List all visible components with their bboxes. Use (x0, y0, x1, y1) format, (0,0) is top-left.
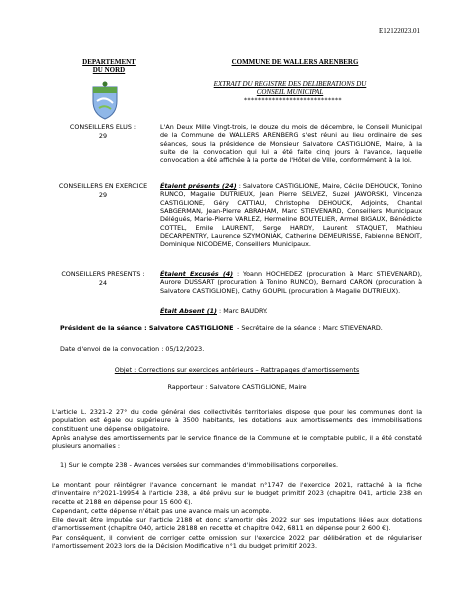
excused-list: : Yoann HOCHEDEZ (procuration à Marc STIEVENARD), Aurore DUSSART (procuration à Tonino RUNCO), Bernard CARON (procuration à Salvatore CASTIGLIONE), Cathy GOUPIL (procuration à Magalie DUTRIEUX). (160, 270, 422, 295)
department-heading (68, 58, 150, 74)
serving-count: 29 (98, 191, 108, 200)
extract-title-line-2: CONSEIL MUNICIPAL (256, 88, 324, 97)
document-reference: E12122023.01 (378, 27, 420, 35)
excused-members (160, 270, 422, 295)
present-list: : Salvatore CASTIGLIONE, Maire, Cécile DEHOUCK, Tonino RUNCO, Magalie DUTRIEUX, Jean Pierre SELVEZ, Suzel JAWORSKI, Vincenza CASTIGLIONE, Géry CATTIAU, Christophe DEHOUCK, Adjoints, Chantal SABGERMAN, Jean-Pierre ABRAHAM, Marc STIEVENARD, Conseillers Municipaux Délégués, Marie-Pierre VARLEZ, Hermeline BOUTELIER, Armel BIGAUX, Bénédicte COTTEL, Emile LAURENT, Serge HARDY, Laurent STAQUET, Mathieu DECARPENTRY, Laurence SZYMONIAK, Catherine DEMEURISSE, Fabienne BENOIT, Dominique NICODEME, Conseillers Municipaux. (160, 182, 423, 249)
absent-members (160, 307, 422, 315)
elected-label: CONSEILLERS ELUS : (69, 123, 137, 131)
elected-label-block (50, 123, 156, 142)
serving-label-block (50, 182, 156, 201)
elected-count: 29 (98, 132, 108, 141)
paragraph-advance: Le montant pour réintégrer l'avance concernant le mandat n°1747 de l'exercice 2021, rattaché à la fiche d'inventaire n°2021-19954 à l'article 238, a été prévu sur le budget primitif 2023 (chapitre 041, article 238 en recette et 2188 en dépense pour 15 600 €). (52, 481, 422, 506)
item-account-238: 1) Sur le compte 238 - Avances versées sur commandes d'immobilisations corporelles. (60, 461, 338, 469)
serving-label: CONSEILLERS EN EXERCICE (58, 182, 148, 190)
present-heading: Étaient présents (24) (160, 182, 237, 190)
department-line-2: DU NORD (92, 66, 126, 75)
session-secretary: - Secrétaire de la séance : Marc STIEVENARD. (237, 324, 383, 332)
convocation-date: Date d'envoi de la convocation : 05/12/2023. (60, 345, 205, 353)
session-president: Président de la séance : Salvatore CASTIGLIONE (60, 324, 234, 332)
session-intro: L'An Deux Mille Vingt-trois, le douze du mois de décembre, le Conseil Municipal de la Commune de WALLERS ARENBERG s'est réuni au lieu ordinaire de ses séances, sous la présidence de Monsieur Salvatore CASTIGLIONE, Maire, à la suite de la convocation qui lui a été faite cinq jours à l'avance, laquelle convocation a été affichée à la porte de l'Hôtel de Ville, conformément à la loi. (160, 123, 422, 165)
department-line-1: DEPARTEMENT (82, 58, 136, 66)
paragraph-imputation: Elle devait être imputée sur l'article 2188 et donc s'amortir dès 2022 sur ses imputations liées aux dotations d'amortissement (chapitre 040, article 28188 en recette et chapitre 042, 6811 en dépense pour 2 600 €). (52, 516, 422, 533)
paragraph-deposit: Cependant, cette dépense n'était pas une avance mais un acompte. (52, 507, 272, 515)
separator-stars: **************************** (244, 97, 342, 104)
commune-heading: COMMUNE DE WALLERS ARENBERG (231, 58, 359, 66)
town-crest-logo (87, 81, 123, 121)
paragraph-analysis: Après analyse des amortissements par le service finance de la Commune et le comptable public, il a été constaté plusieurs anomalies : (52, 434, 422, 451)
attending-count: 24 (98, 279, 108, 288)
attending-label: CONSEILLERS PRESENTS : (61, 270, 145, 278)
extract-title-line-1: EXTRAIT DU REGISTRE DES DELIBERATIONS DU (213, 80, 367, 88)
paragraph-correction: Par conséquent, il convient de corriger cette omission sur l'exercice 2022 par délibération et de régulariser l'amortissement 2023 lors de la Décision Modificative n°1 du budget primitif 2023. (52, 534, 422, 551)
attending-label-block (50, 270, 156, 289)
excused-heading: Étaient Excusés (4) (160, 270, 234, 278)
rapporteur-line: Rapporteur : Salvatore CASTIGLIONE, Maire (167, 383, 307, 391)
extract-title (190, 80, 390, 97)
paragraph-legal-basis: L'article L. 2321-2 27° du code général des collectivités territoriales dispose que pour les communes dont la population est égale ou supérieure à 3500 habitants, les dotations aux amortissements des immobilisations constituent une dépense obligatoire. (52, 408, 422, 433)
subject-line: Objet : Corrections sur exercices antérieurs – Rattrapages d'amortissements (114, 366, 360, 374)
absent-list: : Marc BAUDRY. (216, 307, 268, 315)
present-members (160, 182, 422, 249)
absent-heading: Était Absent (1) (160, 307, 217, 315)
